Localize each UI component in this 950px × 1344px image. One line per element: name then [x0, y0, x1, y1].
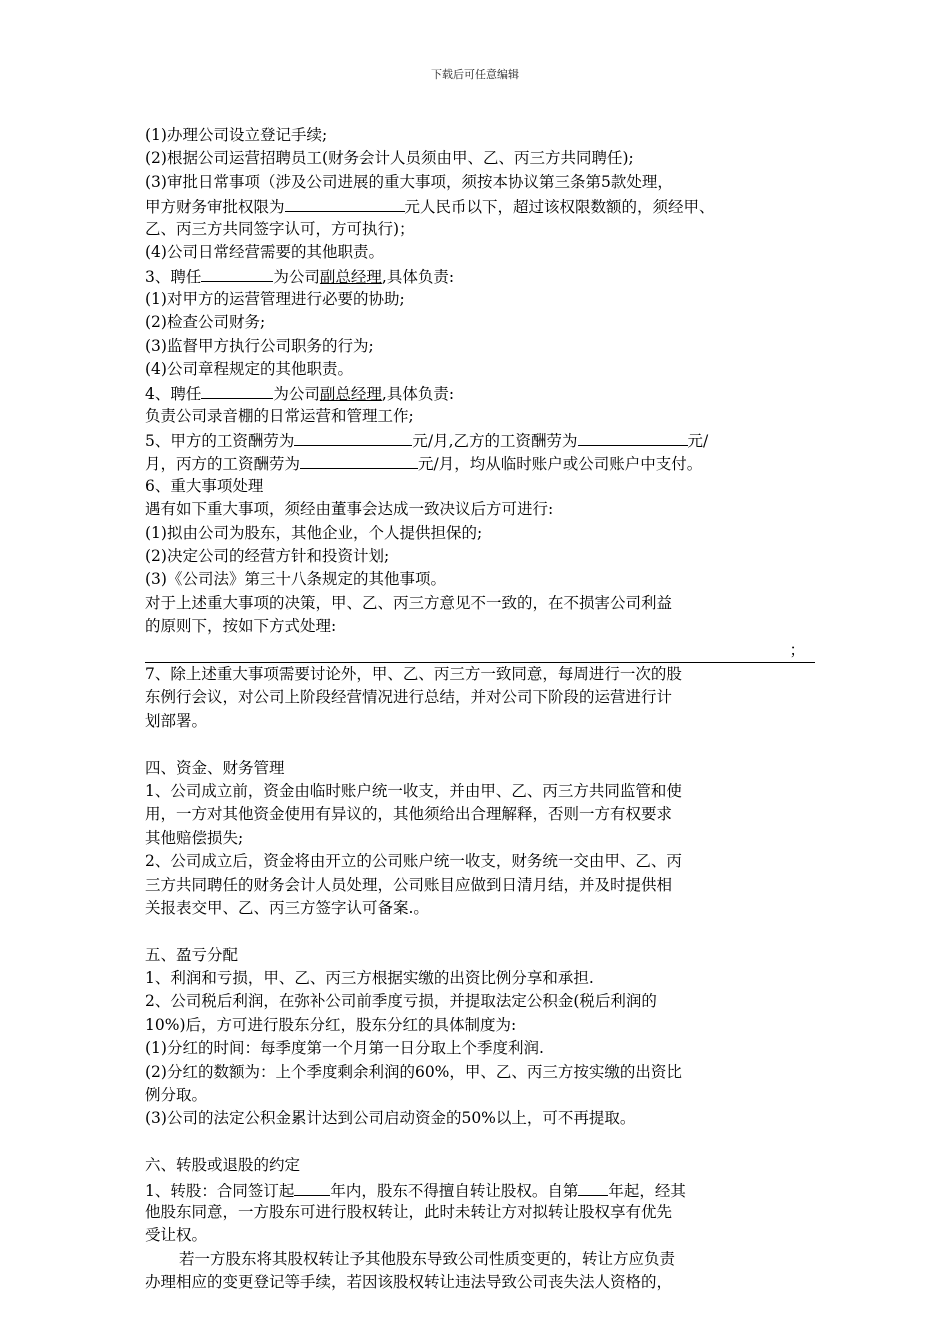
text-line: (3)公司的法定公积金累计达到公司启动资金的50%以上，可不再提取。: [145, 1109, 636, 1128]
text-line: 三方共同聘任的财务会计人员处理，公司账目应做到日清月结，并及时提供相: [145, 875, 673, 894]
text-segment: 甲方财务审批权限为: [145, 198, 285, 217]
spacer: [145, 733, 815, 756]
text-line: 用，一方对其他资金使用有异议的，其他须给出合理解释，否则一方有权要求: [145, 805, 673, 824]
text-segment: ,具体负责:: [381, 268, 455, 287]
blank-field: [201, 264, 273, 282]
text-segment: 4、聘任: [145, 385, 202, 404]
text-line: (2)决定公司的经营方针和投资计划;: [145, 547, 390, 566]
text-segment: 年内，股东不得擅自转让股权。自第: [330, 1181, 579, 1200]
section-title: 四、资金、财务管理: [145, 758, 285, 777]
blank-line-field: [145, 639, 815, 663]
section-title: 六、转股或退股的约定: [145, 1156, 301, 1175]
text-segment: 月，丙方的工资酬劳为: [145, 455, 301, 474]
blank-field: [285, 194, 405, 212]
text-line: 受让权。: [145, 1226, 208, 1245]
text-line: 遇有如下重大事项，须经由董事会达成一致决议后方可进行:: [145, 500, 554, 519]
text-line: (4)公司章程规定的其他职责。: [145, 359, 353, 378]
text-segment: ；: [789, 640, 805, 659]
text-line: 10%)后，方可进行股东分红，股东分红的具体制度为:: [145, 1015, 517, 1034]
text-line: (1)分红的时间：每季度第一个月第一日分取上个季度利润.: [145, 1039, 544, 1058]
text-segment: 元/: [687, 432, 709, 451]
text-line: (3)审批日常事项（涉及公司进展的重大事项，须按本协议第三条第5款处理，: [145, 172, 673, 191]
text-line: (2)根据公司运营招聘员工(财务会计人员须由甲、乙、丙三方共同聘任);: [145, 149, 634, 168]
text-line: 乙、丙三方共同签字认可，方可执行)；: [145, 219, 415, 238]
blank-field: [300, 451, 418, 469]
text-line: 东例行会议，对公司上阶段经营情况进行总结，并对公司下阶段的运营进行计: [145, 688, 673, 707]
text-line: [145, 194, 815, 217]
page-header: 下载后可任意编辑: [431, 68, 519, 81]
blank-field: [578, 1178, 608, 1196]
text-line: [145, 1178, 815, 1201]
text-line: (1)拟由公司为股东，其他企业，个人提供担保的;: [145, 523, 483, 542]
text-segment: 3、聘任: [145, 268, 202, 287]
text-line: 1、利润和亏损，甲、乙、丙三方根据实缴的出资比例分享和承担.: [145, 969, 594, 988]
text-line: [145, 428, 815, 451]
blank-field: [578, 428, 688, 446]
text-line: (1)对甲方的运营管理进行必要的协助;: [145, 289, 405, 308]
text-segment: 5、甲方的工资酬劳为: [145, 432, 295, 451]
text-segment: 元/月，均从临时账户或公司账户中支付。: [418, 455, 703, 474]
text-line: 2、公司成立后，资金将由开立的公司账户统一收支，财务统一交由甲、乙、丙: [145, 852, 682, 871]
section-title: 五、盈亏分配: [145, 945, 239, 964]
underlined-text: 副总经理: [319, 385, 382, 404]
text-line: 其他赔偿损失;: [145, 828, 244, 847]
text-line: 他股东同意，一方股东可进行股权转让，此时未转让方对拟转让股权享有优先: [145, 1202, 673, 1221]
text-line: 1、公司成立前，资金由临时账户统一收支，并由甲、乙、丙三方共同监管和使: [145, 781, 682, 800]
text-segment: ,具体负责:: [381, 385, 455, 404]
blank-field: [294, 428, 412, 446]
text-line: 关报表交甲、乙、丙三方签字认可备案.。: [145, 898, 429, 917]
blank-field: [294, 1178, 330, 1196]
text-line: 办理相应的变更登记等手续，若因该股权转让违法导致公司丧失法人资格的，: [145, 1273, 673, 1292]
blank-field: [201, 381, 273, 399]
text-line: 对于上述重大事项的决策，甲、乙、丙三方意见不一致的，在不损害公司利益: [145, 593, 673, 612]
text-line: 7、除上述重大事项需要讨论外，甲、乙、丙三方一致同意，每周进行一次的股: [145, 664, 682, 683]
text-line: 例分取。: [145, 1086, 208, 1105]
text-line: 负责公司录音棚的日常运营和管理工作;: [145, 406, 414, 425]
text-line: (1)办理公司设立登记手续;: [145, 126, 328, 144]
spacer: [145, 1131, 815, 1154]
document-body: [145, 124, 815, 1295]
text-segment: 年起，经其: [608, 1181, 686, 1200]
text-line: 划部署。: [145, 711, 208, 730]
text-line: [145, 381, 815, 404]
spacer: [145, 920, 815, 943]
text-line: [145, 451, 815, 474]
text-segment: 为公司: [273, 385, 320, 404]
text-line: (4)公司日常经营需要的其他职责。: [145, 242, 384, 261]
text-line: 2、公司税后利润，在弥补公司前季度亏损，并提取法定公积金(税后利润的: [145, 992, 657, 1011]
underlined-text: 副总经理: [319, 268, 382, 287]
text-line: 若一方股东将其股权转让予其他股东导致公司性质变更的，转让方应负责: [179, 1249, 676, 1268]
text-line: [145, 264, 815, 287]
text-line: (2)检查公司财务;: [145, 313, 266, 332]
text-line: (3)《公司法》第三十八条规定的其他事项。: [145, 570, 446, 589]
text-segment: 元人民币以下，超过该权限数额的，须经甲、: [404, 198, 715, 217]
text-segment: 为公司: [273, 268, 320, 287]
text-line: 的原则下，按如下方式处理:: [145, 617, 337, 636]
text-line: 6、重大事项处理: [145, 476, 264, 495]
text-line: (2)分红的数额为：上个季度剩余利润的60%，甲、乙、丙三方按实缴的出资比: [145, 1062, 682, 1081]
text-segment: 1、转股：合同签订起: [145, 1181, 295, 1200]
text-line: (3)监督甲方执行公司职务的行为;: [145, 336, 374, 355]
text-segment: 元/月,乙方的工资酬劳为: [412, 432, 578, 451]
